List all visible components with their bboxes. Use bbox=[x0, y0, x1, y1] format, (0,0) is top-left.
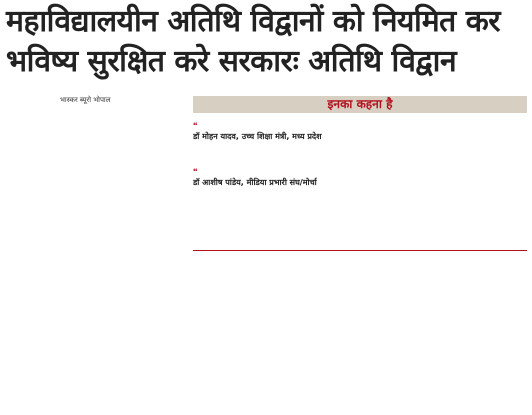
opinion-box-title: इनका कहना है bbox=[193, 96, 527, 113]
headline: महाविद्यालयीन अतिथि विद्वानों को नियमित कर भविष्य सुरक्षित करे सरकारः अतिथि विद्वान bbox=[6, 4, 501, 79]
article-column-4 bbox=[421, 254, 525, 412]
quote-mark-icon: ❝ bbox=[193, 121, 198, 130]
quote-1 bbox=[193, 120, 527, 164]
divider bbox=[193, 250, 527, 251]
quote-1-signature: डॉ मोहन यादव, उच्च शिक्षा मंत्री, मध्य प्रदेश bbox=[193, 132, 322, 141]
quote-2 bbox=[193, 166, 527, 232]
byline: भास्कर ब्यूरो भोपाल bbox=[60, 96, 111, 104]
article-column-2 bbox=[193, 254, 297, 412]
opinion-box bbox=[193, 96, 527, 248]
article-column-3 bbox=[308, 254, 412, 412]
article-body-left bbox=[6, 112, 188, 410]
quote-mark-icon: ❝ bbox=[193, 167, 198, 176]
quote-2-signature: डॉ आशीष पांडेय, मीडिया प्रभारी संघ/मोर्चा bbox=[193, 178, 317, 187]
